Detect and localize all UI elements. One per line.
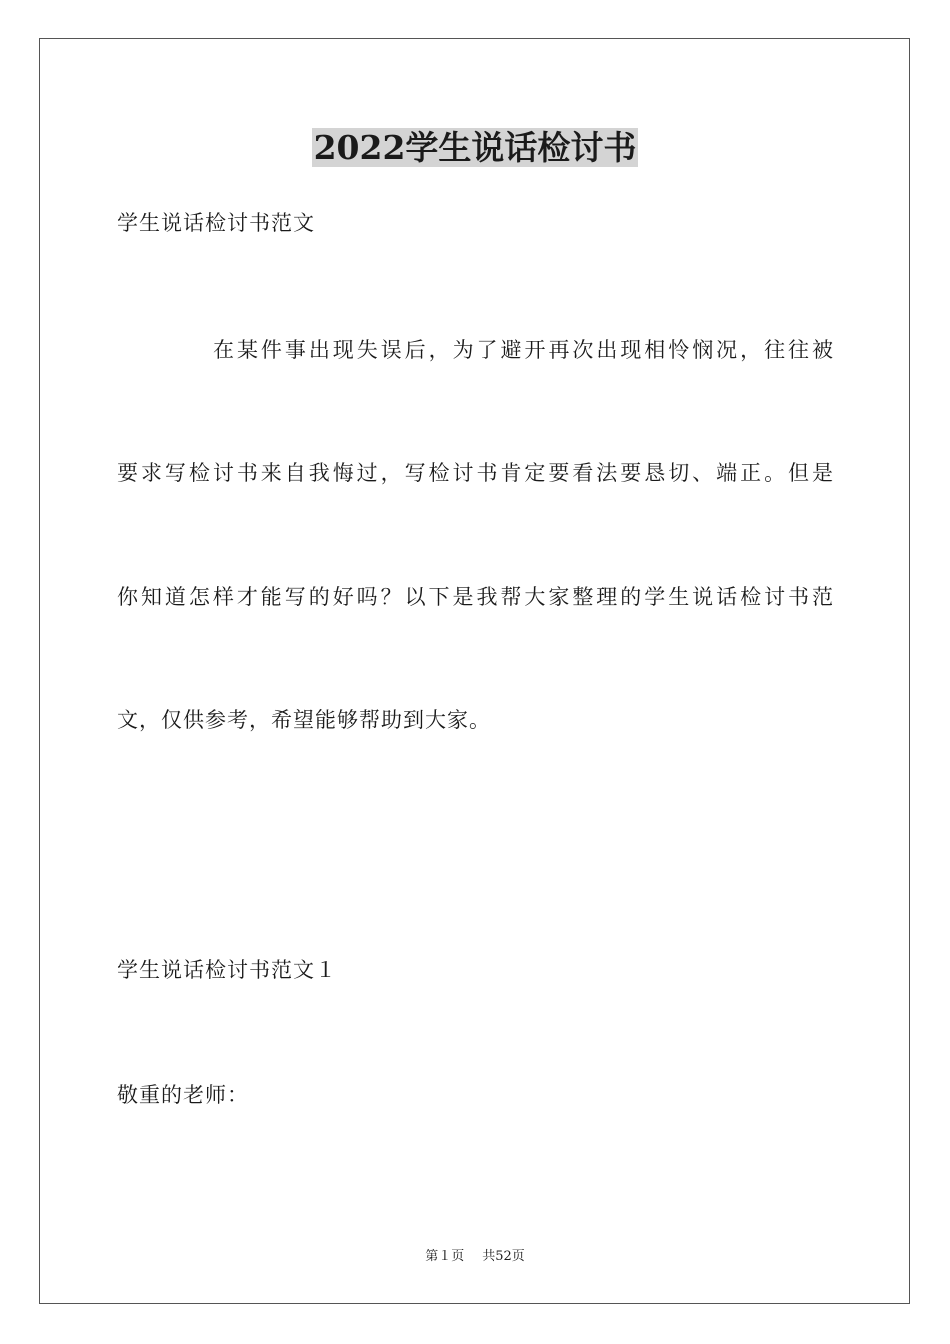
document-subtitle: 学生说话检讨书范文 bbox=[117, 211, 315, 235]
salutation: 敬重的老师： bbox=[117, 1083, 249, 1107]
page-footer bbox=[0, 1248, 950, 1266]
intro-line-4: 文，仅供参考，希望能够帮助到大家。 bbox=[117, 708, 491, 732]
intro-line-1: 在某件事出现失误后，为了避开再次出现相怜悯况，往往被 bbox=[213, 338, 833, 362]
section-heading: 学生说话检讨书范文１ bbox=[117, 958, 337, 982]
page-total: 共52页 bbox=[482, 1249, 525, 1264]
document-title bbox=[0, 124, 950, 172]
intro-line-2: 要求写检讨书来自我悔过，写检讨书肯定要看法要恳切、端正。但是 bbox=[117, 461, 833, 485]
intro-line-3: 你知道怎样才能写的好吗？以下是我帮大家整理的学生说话检讨书范 bbox=[117, 585, 833, 609]
document-title-text: 2022学生说话检讨书 bbox=[313, 128, 637, 167]
page-number: 第１页 bbox=[425, 1249, 465, 1264]
